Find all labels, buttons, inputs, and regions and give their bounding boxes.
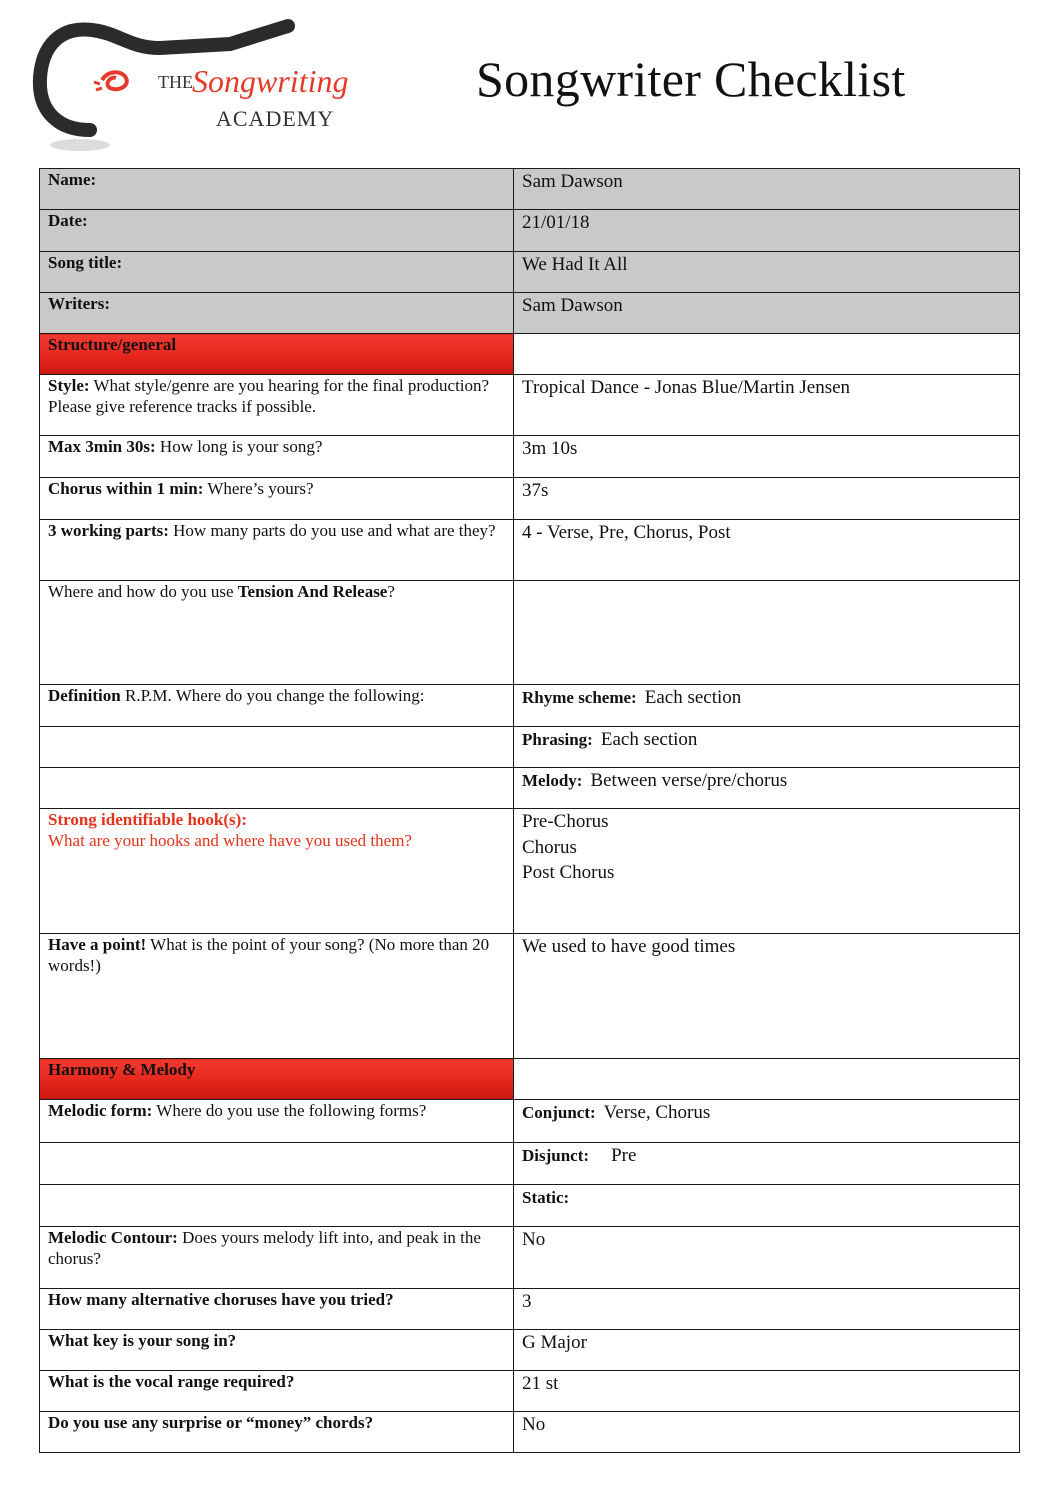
parts-answer[interactable]: 4 - Verse, Pre, Chorus, Post — [514, 520, 1020, 581]
row-definition-melody — [40, 768, 1020, 809]
definition-question — [40, 685, 514, 727]
row-chorus-time — [40, 478, 1020, 520]
row-length — [40, 436, 1020, 478]
point-question-bold: Have a point! — [48, 935, 147, 954]
melodic-form-question-bold: Melodic form: — [48, 1101, 153, 1120]
phrasing-value: Each section — [600, 729, 698, 750]
rhyme-scheme-label: Rhyme scheme: — [522, 688, 637, 707]
melodic-form-question-text: Where do you use the following forms? — [152, 1101, 427, 1120]
phrasing-label: Phrasing: — [522, 730, 593, 749]
song-title-field[interactable]: We Had It All — [514, 252, 1020, 293]
tension-question-bold: Tension And Release — [237, 582, 388, 601]
row-money-chords — [40, 1412, 1020, 1453]
length-question — [40, 436, 514, 478]
row-definition-phrasing — [40, 727, 1020, 768]
songwriting-academy-logo — [30, 18, 350, 158]
parts-question-text: How many parts do you use and what are they? — [168, 521, 496, 540]
parts-question-bold: 3 working parts: — [48, 521, 169, 540]
row-tension — [40, 581, 1020, 685]
row-parts — [40, 520, 1020, 581]
row-song-title — [40, 252, 1020, 293]
chorus-time-question — [40, 478, 514, 520]
row-writers — [40, 293, 1020, 334]
static-label: Static: — [522, 1188, 570, 1207]
disjunct-cell[interactable] — [514, 1143, 1020, 1185]
contour-question-text: Does yours melody lift into, and peak in the chorus? — [48, 1228, 481, 1269]
hooks-question — [40, 809, 514, 934]
hooks-question-text: What are your hooks and where have you used them? — [48, 831, 412, 851]
vocal-range-answer[interactable]: 21 st — [514, 1371, 1020, 1412]
row-alt-choruses — [40, 1289, 1020, 1330]
hooks-answer[interactable] — [514, 809, 1020, 934]
row-key — [40, 1330, 1020, 1371]
length-question-bold: Max 3min 30s: — [48, 437, 156, 456]
name-label: Name: — [40, 169, 514, 210]
conjunct-label: Conjunct: — [522, 1103, 596, 1122]
style-question — [40, 375, 514, 436]
checklist-table — [39, 168, 1020, 1453]
alt-choruses-question: How many alternative choruses have you tried? — [40, 1289, 514, 1330]
row-definition-rhyme — [40, 685, 1020, 727]
rhyme-scheme-value: Each section — [644, 687, 742, 708]
contour-answer[interactable]: No — [514, 1227, 1020, 1289]
section-heading-structure: Structure/general — [40, 334, 514, 375]
definition-blank-1 — [40, 727, 514, 768]
row-name — [40, 169, 1020, 210]
vocal-range-question: What is the vocal range required? — [40, 1371, 514, 1412]
parts-question — [40, 520, 514, 581]
row-melodic-form-static — [40, 1185, 1020, 1227]
definition-blank-2 — [40, 768, 514, 809]
harmony-heading-blank — [514, 1059, 1020, 1100]
tension-question — [40, 581, 514, 685]
style-question-bold: Style: — [48, 376, 90, 395]
key-answer[interactable]: G Major — [514, 1330, 1020, 1371]
money-chords-answer[interactable]: No — [514, 1412, 1020, 1453]
writers-field[interactable]: Sam Dawson — [514, 293, 1020, 334]
money-chords-question: Do you use any surprise or “money” chords? — [40, 1412, 514, 1453]
svg-text:Songwriting: Songwriting — [192, 63, 349, 99]
style-answer[interactable]: Tropical Dance - Jonas Blue/Martin Jensen — [514, 375, 1020, 436]
point-question — [40, 934, 514, 1059]
point-question-text: What is the point of your song? (No more than 20 words!) — [48, 935, 490, 976]
structure-heading-blank — [514, 334, 1020, 375]
contour-question — [40, 1227, 514, 1289]
disjunct-label: Disjunct: — [522, 1146, 590, 1165]
writers-label: Writers: — [40, 293, 514, 334]
svg-text:THE: THE — [158, 72, 193, 92]
row-hooks — [40, 809, 1020, 934]
style-question-text: What style/genre are you hearing for the final production? Please give reference tracks if possible. — [48, 376, 490, 417]
tension-question-pre: Where and how do you use — [48, 582, 238, 601]
guitar-logo-icon — [30, 18, 350, 158]
point-answer[interactable]: We used to have good times — [514, 934, 1020, 1059]
row-contour — [40, 1227, 1020, 1289]
row-date — [40, 210, 1020, 252]
alt-choruses-answer[interactable]: 3 — [514, 1289, 1020, 1330]
row-structure-heading — [40, 334, 1020, 375]
static-cell[interactable] — [514, 1185, 1020, 1227]
chorus-time-question-text: Where’s yours? — [203, 479, 314, 498]
section-heading-harmony: Harmony & Melody — [40, 1059, 514, 1100]
key-question: What key is your song in? — [40, 1330, 514, 1371]
definition-question-text: R.P.M. Where do you change the following: — [120, 686, 425, 705]
melody-cell[interactable] — [514, 768, 1020, 809]
name-field[interactable]: Sam Dawson — [514, 169, 1020, 210]
contour-question-bold: Melodic Contour: — [48, 1228, 178, 1247]
tension-answer[interactable] — [514, 581, 1020, 685]
hooks-question-bold: Strong identifiable hook(s): — [48, 810, 247, 829]
row-melodic-form-disjunct — [40, 1143, 1020, 1185]
chorus-time-question-bold: Chorus within 1 min: — [48, 479, 204, 498]
page-title: Songwriter Checklist — [476, 51, 906, 107]
hook-answer-item: Pre-Chorus — [522, 811, 609, 832]
tension-question-post: ? — [387, 582, 395, 601]
hook-answer-item: Chorus — [522, 836, 577, 858]
row-style — [40, 375, 1020, 436]
disjunct-value: Pre — [611, 1145, 637, 1166]
melody-label: Melody: — [522, 771, 583, 790]
conjunct-cell[interactable] — [514, 1100, 1020, 1143]
row-vocal-range — [40, 1371, 1020, 1412]
phrasing-cell[interactable] — [514, 727, 1020, 768]
length-answer[interactable]: 3m 10s — [514, 436, 1020, 478]
melodic-form-question — [40, 1100, 514, 1143]
date-field[interactable]: 21/01/18 — [514, 210, 1020, 252]
song-title-label: Song title: — [40, 252, 514, 293]
row-melodic-form-conjunct — [40, 1100, 1020, 1143]
conjunct-value: Verse, Chorus — [603, 1102, 711, 1123]
length-question-text: How long is your song? — [155, 437, 323, 456]
row-harmony-heading — [40, 1059, 1020, 1100]
rhyme-scheme-cell[interactable] — [514, 685, 1020, 727]
melody-value: Between verse/pre/chorus — [590, 770, 788, 791]
svg-text:ACADEMY: ACADEMY — [216, 106, 335, 131]
row-point — [40, 934, 1020, 1059]
definition-question-bold: Definition — [48, 686, 121, 705]
melodic-form-blank-2 — [40, 1185, 514, 1227]
chorus-time-answer[interactable]: 37s — [514, 478, 1020, 520]
melodic-form-blank-1 — [40, 1143, 514, 1185]
date-label: Date: — [40, 210, 514, 252]
hook-answer-item: Post Chorus — [522, 862, 615, 884]
